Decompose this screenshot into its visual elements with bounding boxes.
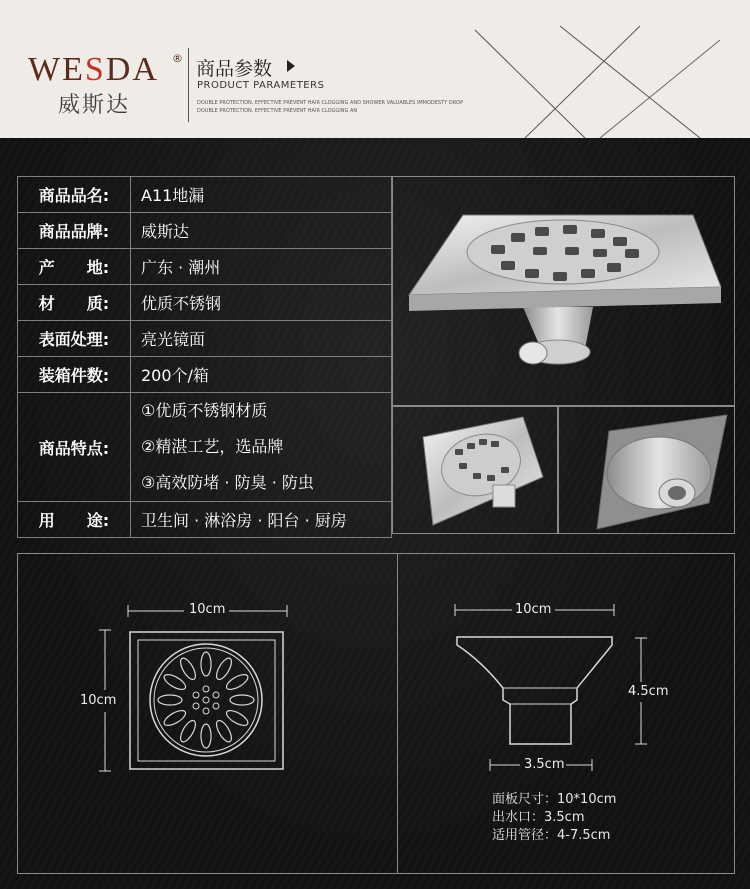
param-value: 优质不锈钢 xyxy=(131,285,392,321)
param-label: 商品品牌: xyxy=(18,213,131,249)
feature-item: ①优质不锈钢材质 xyxy=(141,401,268,420)
spec-line: 适用管径：4-7.5cm xyxy=(492,828,611,843)
param-label: 装箱件数: xyxy=(18,357,131,393)
param-value: 威斯达 xyxy=(131,213,392,249)
param-value: A11地漏 xyxy=(131,177,392,213)
dimension-label-width: 10cm xyxy=(189,602,226,617)
param-label: 商品品名: xyxy=(18,177,131,213)
param-label: 商品特点: xyxy=(18,393,131,502)
feature-item: ③高效防堵 · 防臭 · 防虫 xyxy=(141,473,314,492)
logo-chinese-name: 威斯达 xyxy=(58,93,131,118)
top-view-diagram xyxy=(99,605,287,771)
side-view-diagram xyxy=(455,604,647,771)
section-subtitle: PRODUCT PARAMETERS xyxy=(197,80,325,91)
dimension-label-outlet: 3.5cm xyxy=(524,757,565,772)
dimension-label-height: 10cm xyxy=(80,693,117,708)
param-value: 200个/箱 xyxy=(131,357,392,393)
param-label: 材 质: xyxy=(18,285,131,321)
logo-wordmark: WESDA xyxy=(28,51,159,88)
section-title: 商品参数 xyxy=(196,58,273,80)
section-description-line: DOUBLE PROTECTION, EFFECTIVE PREVENT HAIR CLOGGING AND SHOWER VALUABLES IMMODESTY DROP xyxy=(197,100,464,106)
param-label: 产 地: xyxy=(18,249,131,285)
param-label: 表面处理: xyxy=(18,321,131,357)
param-value: 广东 · 潮州 xyxy=(131,249,392,285)
feature-item: ②精湛工艺，选品牌 xyxy=(141,437,284,456)
param-label: 用 途: xyxy=(18,502,131,538)
dimension-label-side-width: 10cm xyxy=(515,602,552,617)
param-value: 卫生间 · 淋浴房 · 阳台 · 厨房 xyxy=(131,502,392,538)
dimension-label-side-height: 4.5cm xyxy=(628,684,669,699)
section-description-line: DOUBLE PROTECTION, EFFECTIVE PREVENT HAIR CLOGGING AN xyxy=(197,108,358,114)
spec-line: 面板尺寸：10*10cm xyxy=(492,792,617,807)
param-value: 亮光镜面 xyxy=(131,321,392,357)
registered-mark: ® xyxy=(172,52,183,65)
spec-line: 出水口：3.5cm xyxy=(492,810,585,825)
